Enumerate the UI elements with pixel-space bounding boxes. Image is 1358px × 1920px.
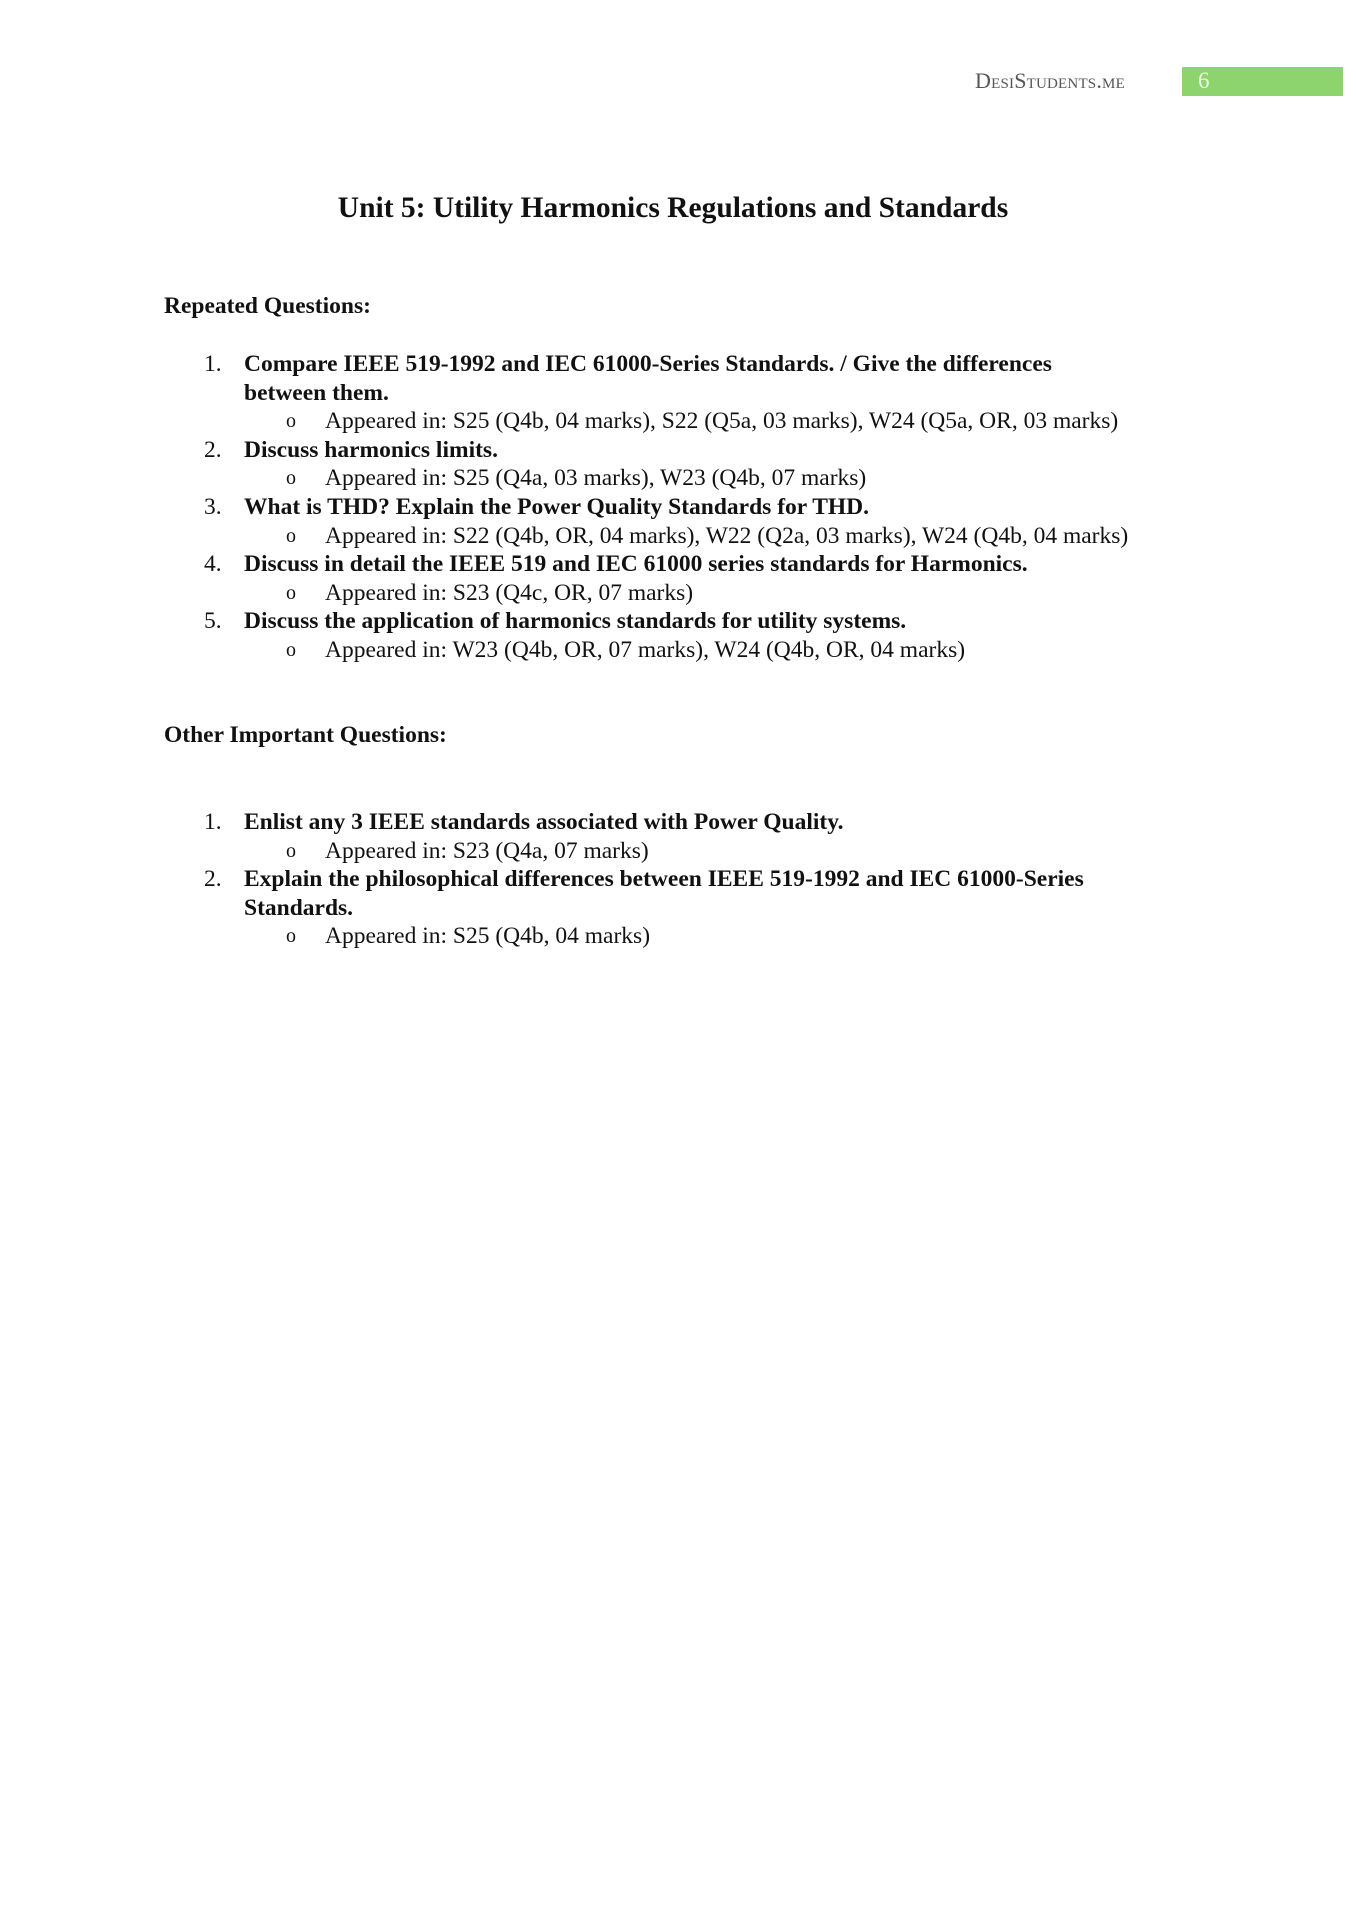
bullet-icon: o <box>286 524 296 547</box>
question-number: 4. <box>204 551 222 578</box>
question-text: Standards. <box>244 894 354 921</box>
bullet-icon: o <box>286 639 296 661</box>
question-text: Enlist any 3 IEEE standards associated with Power Quality. <box>244 809 844 835</box>
appeared-in-text: Appeared in: S25 (Q4a, 03 marks), W23 (Q4b, 07 marks) <box>325 465 867 492</box>
appeared-in-text: Appeared in: S23 (Q4a, 07 marks) <box>325 837 649 864</box>
page-number: 6 <box>1198 68 1210 93</box>
question-number: 3. <box>204 494 222 520</box>
question-text: Discuss the application of harmonics standards for utility systems. <box>244 608 907 635</box>
bullet-icon: o <box>286 410 296 433</box>
question-text: Compare IEEE 519-1992 and IEC 61000-Series Standards. / Give the differences <box>244 351 1052 377</box>
question-number: 2. <box>204 436 222 463</box>
page-number-badge <box>1182 67 1343 96</box>
bullet-icon: o <box>286 467 296 490</box>
question-text: Discuss harmonics limits. <box>244 436 498 463</box>
question-text: Explain the philosophical differences between IEEE 519-1992 and IEC 61000-Series <box>244 866 1084 893</box>
question-text: Discuss in detail the IEEE 519 and IEC 61000 series standards for Harmonics. <box>244 551 1028 578</box>
question-text: What is THD? Explain the Power Quality Standards for THD. <box>244 494 870 520</box>
appeared-in-text: Appeared in: S23 (Q4c, OR, 07 marks) <box>325 579 694 606</box>
site-name: DesiStudents.me <box>975 68 1125 93</box>
page-title: Unit 5: Utility Harmonics Regulations and Standards <box>337 192 1009 224</box>
question-number: 2. <box>204 866 222 893</box>
question-number: 1. <box>204 351 222 377</box>
bullet-icon: o <box>286 925 296 948</box>
section-heading: Repeated Questions: <box>164 293 371 319</box>
bullet-icon: o <box>286 839 296 862</box>
question-number: 5. <box>204 608 222 635</box>
appeared-in-text: Appeared in: S25 (Q4b, 04 marks), S22 (Q5a, 03 marks), W24 (Q5a, OR, 03 marks) <box>325 408 1119 435</box>
bullet-icon: o <box>286 581 296 604</box>
appeared-in-text: Appeared in: S22 (Q4b, OR, 04 marks), W22 (Q2a, 03 marks), W24 (Q4b, 04 marks) <box>325 522 1129 549</box>
appeared-in-text: Appeared in: W23 (Q4b, OR, 07 marks), W24 (Q4b, OR, 04 marks) <box>325 637 966 663</box>
appeared-in-text: Appeared in: S25 (Q4b, 04 marks) <box>325 923 651 950</box>
section-heading: Other Important Questions: <box>164 722 447 748</box>
question-number: 1. <box>204 809 222 835</box>
question-text: between them. <box>244 379 389 406</box>
